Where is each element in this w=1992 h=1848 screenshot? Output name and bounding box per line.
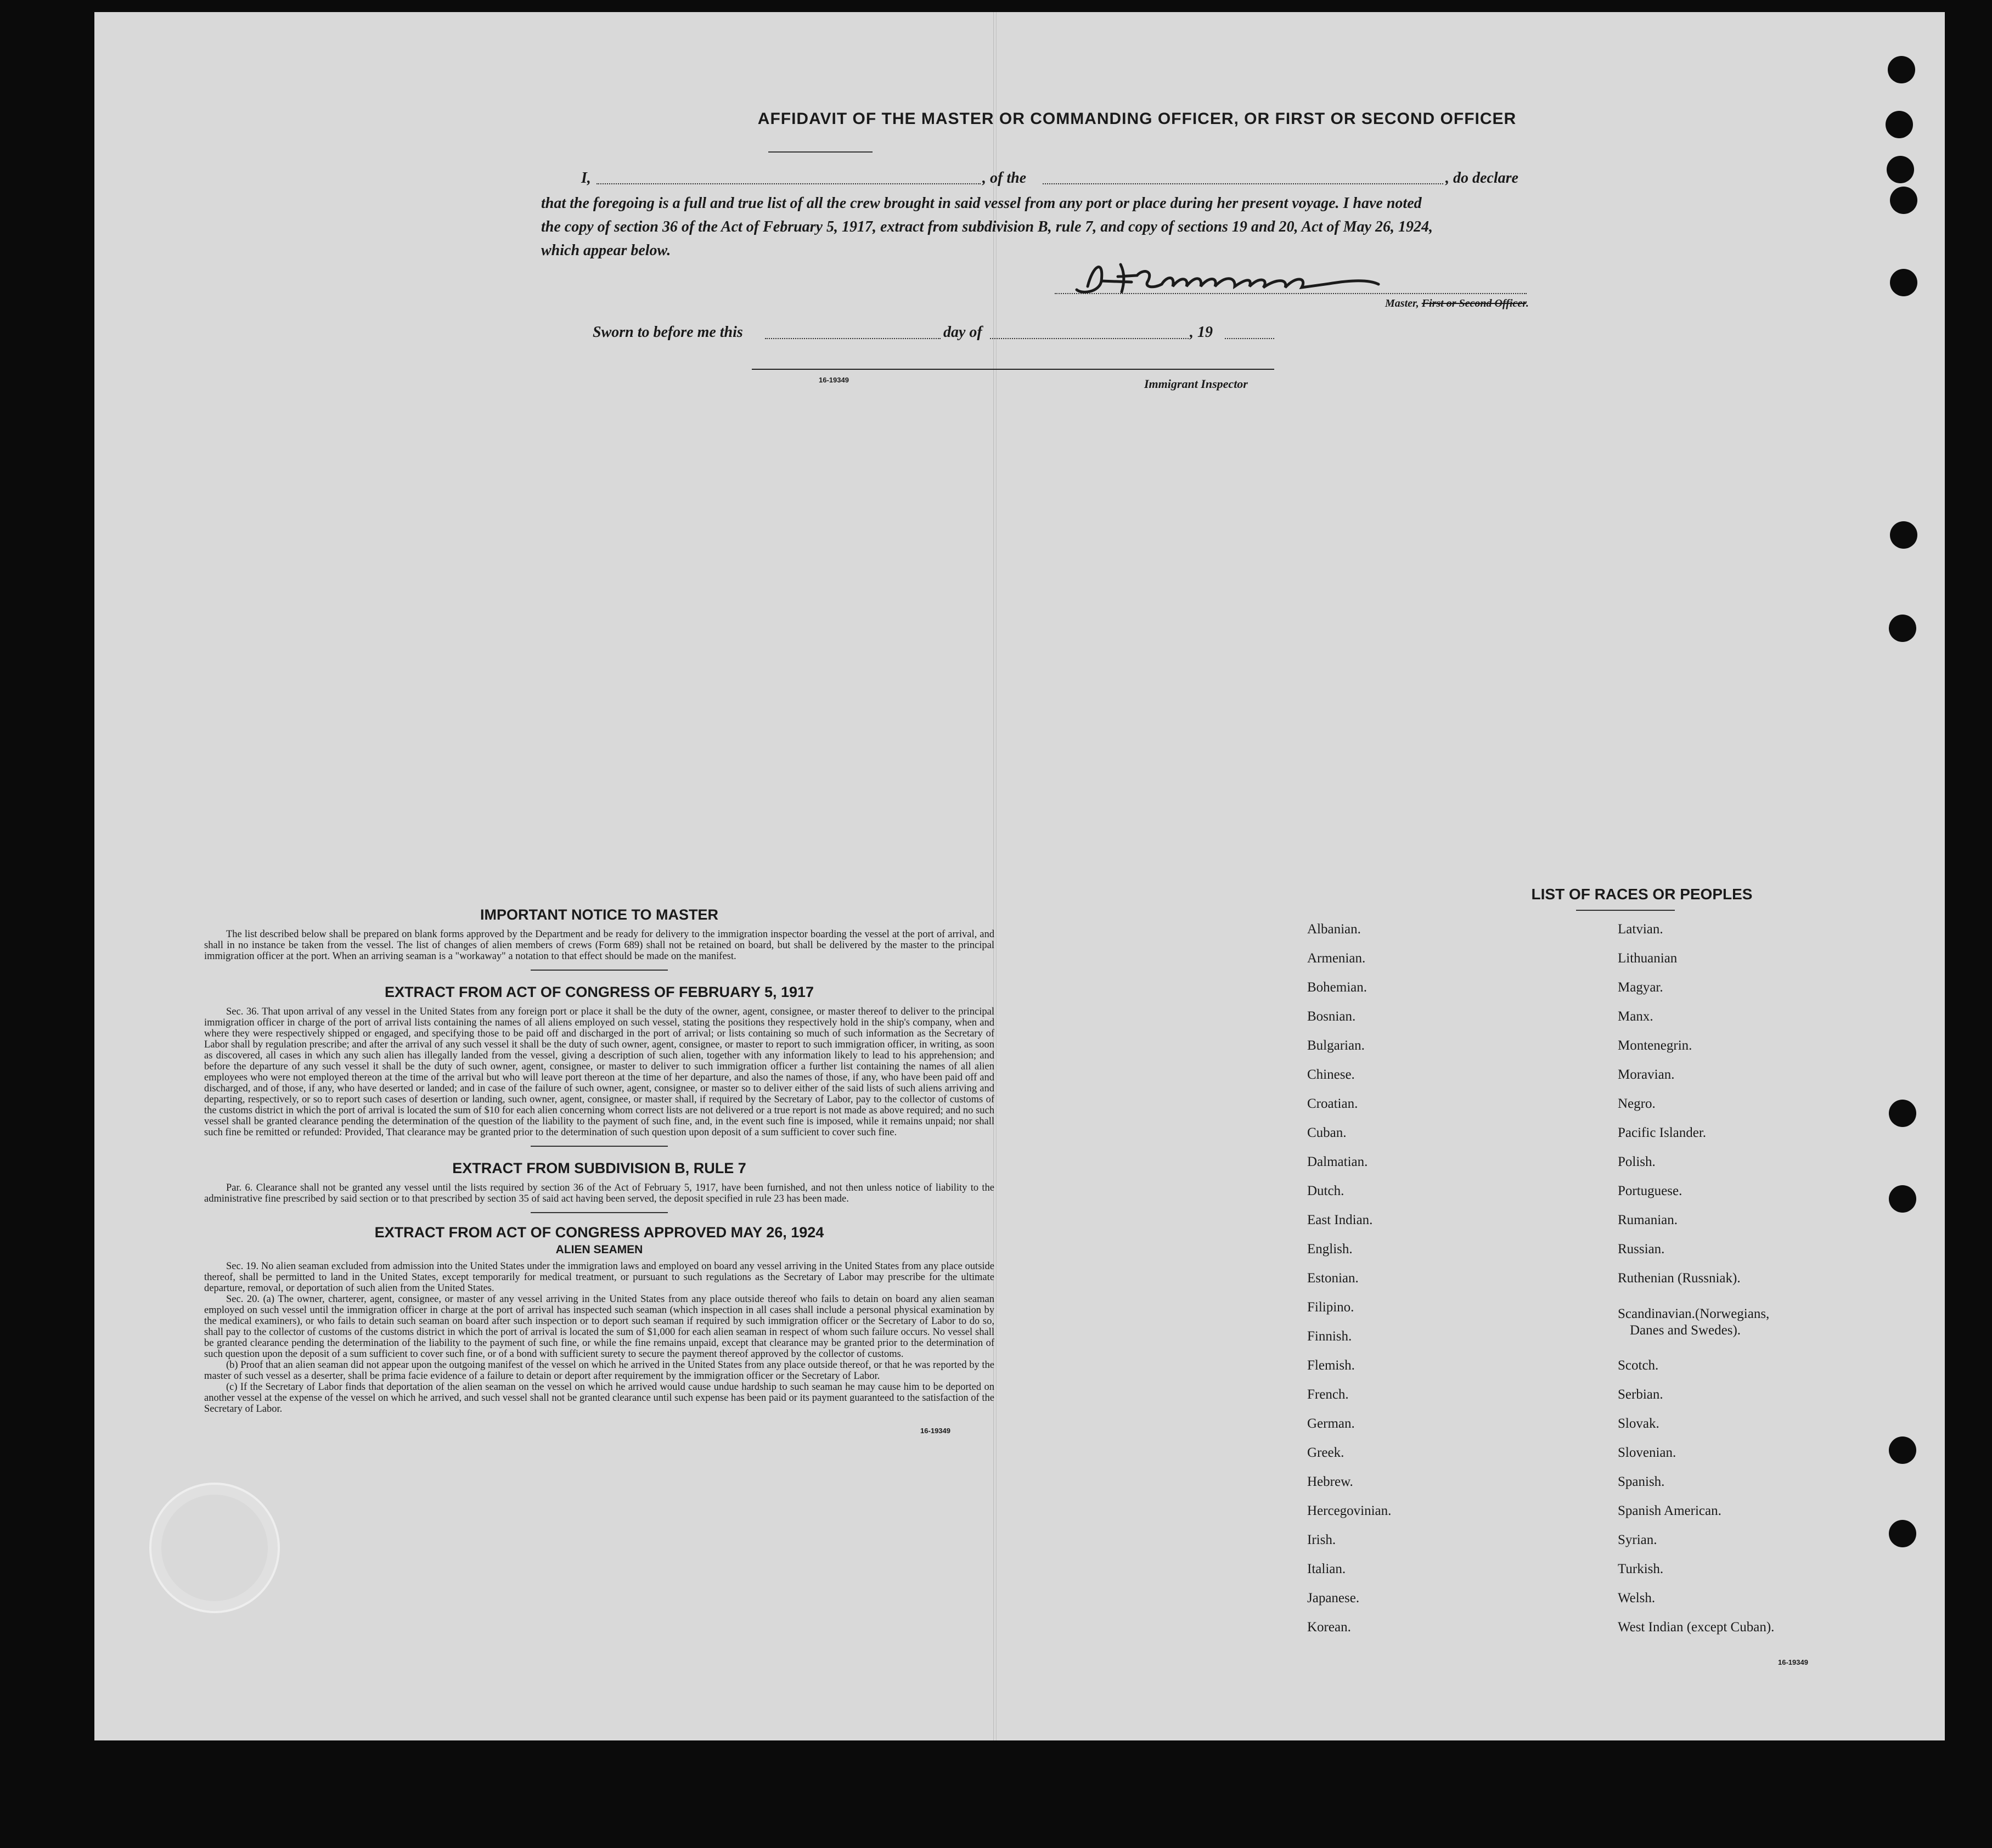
- punch-hole: [1887, 156, 1914, 183]
- races-title: LIST OF RACES OR PEOPLES: [1531, 886, 1753, 903]
- race-item: Scandinavian.(Norwegians,: [1618, 1306, 1770, 1321]
- race-item: Danes and Swedes).: [1630, 1323, 1741, 1338]
- notice-text: The list described below shall be prepared on blank forms approved by the Department and be ready for delivery to the immigration inspector boarding the vessel at the port of arrival, and shall in no instance be taken from the vessel. The list of changes of alien members of crews (Form 689) shall not be retained on board, but shall be delivered by the master to the principal immigration officer at the port. When an arriving seaman is a "workaway" a notation to that effect should be made on the manifest.: [204, 929, 994, 962]
- race-item: Manx.: [1618, 1009, 1653, 1024]
- extract-form-number: 16-19349: [920, 1427, 950, 1435]
- race-item: Rumanian.: [1618, 1213, 1678, 1227]
- races-form-number: 16-19349: [1778, 1658, 1808, 1666]
- races-rule: [1576, 910, 1675, 911]
- notice-column: [204, 906, 994, 1435]
- race-item: Pacific Islander.: [1618, 1125, 1707, 1140]
- notice-rule: [531, 970, 668, 971]
- signature-line[interactable]: [1055, 293, 1527, 294]
- punch-hole: [1889, 1436, 1916, 1464]
- affidavit-line-1: that the foregoing is a full and true list of all the crew brought in said vessel from any port or place during her present voyage. I have noted: [541, 195, 1422, 212]
- race-item: Bohemian.: [1307, 980, 1368, 995]
- race-item: Lithuanian: [1618, 951, 1678, 966]
- punch-hole: [1889, 1520, 1916, 1547]
- punch-hole: [1889, 1185, 1916, 1213]
- race-item: Chinese.: [1307, 1067, 1355, 1082]
- page-fold: [993, 12, 997, 1740]
- race-item: West Indian (except Cuban).: [1618, 1620, 1775, 1635]
- race-item: Bulgarian.: [1307, 1038, 1365, 1053]
- race-item: Ruthenian (Russniak).: [1618, 1271, 1741, 1286]
- rule7-title: EXTRACT FROM SUBDIVISION B, RULE 7: [452, 1160, 746, 1176]
- master-label: Master,: [1385, 297, 1419, 309]
- race-item: Serbian.: [1618, 1387, 1663, 1402]
- struck-officer-label: First or Second Officer: [1421, 297, 1526, 309]
- extract-1924-title: EXTRACT FROM ACT OF CONGRESS APPROVED MAY 26, 1924: [374, 1224, 824, 1241]
- race-item: Greek.: [1307, 1445, 1344, 1460]
- race-item: Filipino.: [1307, 1300, 1354, 1315]
- race-item: Spanish.: [1618, 1474, 1665, 1489]
- punch-hole: [1890, 187, 1917, 214]
- extract-1917-title: EXTRACT FROM ACT OF CONGRESS OF FEBRUARY 5, 1917: [384, 984, 814, 1000]
- punch-hole: [1886, 111, 1913, 138]
- race-item: Korean.: [1307, 1620, 1351, 1635]
- race-item: Croatian.: [1307, 1096, 1358, 1111]
- sworn-label: Sworn to before me this: [593, 324, 743, 341]
- race-item: French.: [1307, 1387, 1349, 1402]
- race-item: Bosnian.: [1307, 1009, 1356, 1024]
- affidavit-form-number: 16-19349: [819, 376, 849, 384]
- i-label: I,: [581, 170, 591, 187]
- races-right-column: [1618, 922, 1774, 1649]
- sec20a-text: Sec. 20. (a) The owner, charterer, agent, consignee, or master of any vessel arriving in the United States from any place outside thereof who fails to detain on board any alien seaman employed on such vessel until the immigration officer in charge at the port of arrival has inspected such seaman (which inspection in all cases shall include a personal physical examination by the medical examiners), or who fails to detain such seaman on board after such inspection or to deport such seaman if required by such immigration officer or the Secretary of Labor to do so, shall pay to the collector of customs of the customs district in which the port of arrival is located the sum of $1,000 for each alien seaman in respect of whom such failure occurs. No vessel shall be granted clearance pending the determination of the liability to the payment of such fine, or while the fine remains unpaid, except that clearance may be granted prior to the determination of such question upon the deposit of a sum sufficient to cover such fine, or of a bond with sufficient surety to secure the payment thereof approved by the collector of customs.: [204, 1294, 994, 1360]
- race-item: Spanish American.: [1618, 1503, 1721, 1518]
- race-item: Dalmatian.: [1307, 1154, 1368, 1169]
- race-item: Welsh.: [1618, 1591, 1656, 1605]
- document-sheet: [94, 12, 1945, 1740]
- race-item: Polish.: [1618, 1154, 1656, 1169]
- name-field[interactable]: [597, 183, 981, 184]
- vessel-field[interactable]: [1043, 183, 1443, 184]
- notice-title: IMPORTANT NOTICE TO MASTER: [480, 906, 718, 923]
- punch-hole: [1889, 1100, 1916, 1127]
- embossed-seal: [149, 1483, 280, 1613]
- race-item: Hercegovinian.: [1307, 1503, 1392, 1518]
- title-rule: [768, 151, 873, 153]
- extract-1917-text: Sec. 36. That upon arrival of any vessel in the United States from any foreign port or place it shall be the duty of the owner, agent, consignee, or master thereof to deliver to the principal immigration officer in charge of the port of arrival lists containing the names of all aliens employed on such vessel, stating the positions they respectively hold in the ship's company, when and where they were respectively shipped or engaged, and specifying those to be paid off and discharged in the port of arrival; or lists containing so much of such information as the Secretary of Labor shall by regulation prescribe; and after the arrival of any such vessel it shall be the duty of such owner, agent, consignee, or master to report to such immigration officer, in writing, as soon as discovered, all cases in which any such alien has illegally landed from the vessel, giving a description of such alien, together with any information likely to lead to his apprehension; and before the departure of any such vessel it shall be the duty of such owner, agent, consignee, or master to deliver to such immigration officer a further list containing the names of all alien employees who were not employed thereon at the time of the arrival but who will leave port thereon at the time of her departure, and also the names of those, if any, who have been paid off and discharged, and of those, if any, who have deserted or landed; and in case of the failure of such owner, agent, consignee, or master so to deliver either of the said lists of such aliens arriving and departing, respectively, or so to report such cases of desertion or landing, such owner, agent, consignee, or master shall, if required by the Secretary of Labor, pay to the collector of customs of the customs district in which the port of arrival is located the sum of $10 for each alien concerning whom correct lists are not delivered or a true report is not made as above required; and no such vessel shall be granted clearance pending the determination of the question of the liability to the payment of such fine, and, in the event such fine is imposed, while it remains unpaid; nor shall such fine be remitted or refunded: Provided, That clearance may be granted prior to the determination of such question upon deposit of a sum sufficient to cover such fine.: [204, 1006, 994, 1138]
- race-item: Latvian.: [1618, 922, 1663, 937]
- inspector-label: Immigrant Inspector: [1144, 377, 1248, 391]
- race-item: Italian.: [1307, 1562, 1346, 1576]
- race-item: Scotch.: [1618, 1358, 1659, 1373]
- day-of-label: day of: [943, 324, 982, 341]
- affidavit-line-3: which appear below.: [541, 242, 671, 259]
- master-signature: [1071, 253, 1422, 303]
- extract-1917-rule: [531, 1146, 668, 1147]
- race-item: English.: [1307, 1242, 1353, 1257]
- race-item: Russian.: [1618, 1242, 1665, 1257]
- race-item: Dutch.: [1307, 1184, 1344, 1198]
- race-item: Armenian.: [1307, 951, 1366, 966]
- race-item: Slovenian.: [1618, 1445, 1676, 1460]
- inspector-signature-line[interactable]: [752, 369, 1274, 370]
- race-item: Finnish.: [1307, 1329, 1352, 1344]
- sec19-text: Sec. 19. No alien seaman excluded from admission into the United States under the immigration laws and employed on board any vessel arriving in the United States from any place outside thereof, shall be permitted to land in the United States, except temporarily for medical treatment, or pursuant to such regulations as the Secretary of Labor may prescribe for the ultimate departure, removal, or deportation of such alien from the United States.: [204, 1261, 994, 1294]
- affidavit-title: AFFIDAVIT OF THE MASTER OR COMMANDING OFFICER, OR FIRST OR SECOND OFFICER: [757, 110, 1517, 128]
- of-the-label: , of the: [982, 170, 1027, 187]
- race-item: Magyar.: [1618, 980, 1663, 995]
- race-item: Cuban.: [1307, 1125, 1347, 1140]
- race-item: East Indian.: [1307, 1213, 1373, 1227]
- sec20c-text: (c) If the Secretary of Labor finds that deportation of the alien seaman on the vessel on which he arrived would cause undue hardship to such seaman he may cause him to be deported on another vessel at the expense of the vessel on which he arrived, and such vessel shall not be granted clearance until such expense has been paid or its payment guaranteed to the satisfaction of the Secretary of Labor.: [204, 1382, 994, 1415]
- alien-seamen-subtitle: ALIEN SEAMEN: [555, 1243, 643, 1256]
- race-item: Japanese.: [1307, 1591, 1360, 1605]
- signature-caption: Master, First or Second Officer.: [1385, 297, 1529, 309]
- race-item: Montenegrin.: [1618, 1038, 1692, 1053]
- race-item: Estonian.: [1307, 1271, 1359, 1286]
- race-item: Turkish.: [1618, 1562, 1664, 1576]
- race-item: Slovak.: [1618, 1416, 1659, 1431]
- race-item: Irish.: [1307, 1533, 1336, 1547]
- affidavit-line-2: the copy of section 36 of the Act of February 5, 1917, extract from subdivision B, rule 7, and copy of sections 19 and 20, Act of May 26, 1924,: [541, 218, 1433, 235]
- punch-hole: [1890, 521, 1917, 549]
- rule7-rule: [531, 1212, 668, 1213]
- race-item: Hebrew.: [1307, 1474, 1353, 1489]
- rule7-text: Par. 6. Clearance shall not be granted any vessel until the lists required by section 36 of the Act of February 5, 1917, have been furnished, and not then unless notice of liability to the administrative fine prescribed by said section or to that prescribed by section 35 of said act having been served, the deposit specified in rule 23 has been made.: [204, 1182, 994, 1204]
- race-item: German.: [1307, 1416, 1355, 1431]
- races-left-column: [1307, 922, 1391, 1649]
- punch-hole: [1889, 615, 1916, 642]
- race-item: Negro.: [1618, 1096, 1656, 1111]
- punch-hole: [1890, 269, 1917, 296]
- punch-hole: [1888, 56, 1915, 83]
- race-item: Flemish.: [1307, 1358, 1355, 1373]
- race-item: Albanian.: [1307, 922, 1361, 937]
- sworn-month-field[interactable]: [990, 338, 1189, 339]
- race-item: Syrian.: [1618, 1533, 1657, 1547]
- sworn-day-field[interactable]: [765, 338, 941, 339]
- sworn-year-field[interactable]: [1225, 338, 1274, 339]
- do-declare-label: , do declare: [1445, 170, 1518, 187]
- year-label: , 19: [1190, 324, 1213, 341]
- race-item: Portuguese.: [1618, 1184, 1682, 1198]
- sec20b-text: (b) Proof that an alien seaman did not appear upon the outgoing manifest of the vessel on which he arrived in the United States from any place outside thereof, or that he was reported by the master of such vessel as a deserter, shall be prima facie evidence of a failure to detain or deport after requirement by the immigration officer or the Secretary of Labor.: [204, 1360, 994, 1382]
- race-item: Moravian.: [1618, 1067, 1675, 1082]
